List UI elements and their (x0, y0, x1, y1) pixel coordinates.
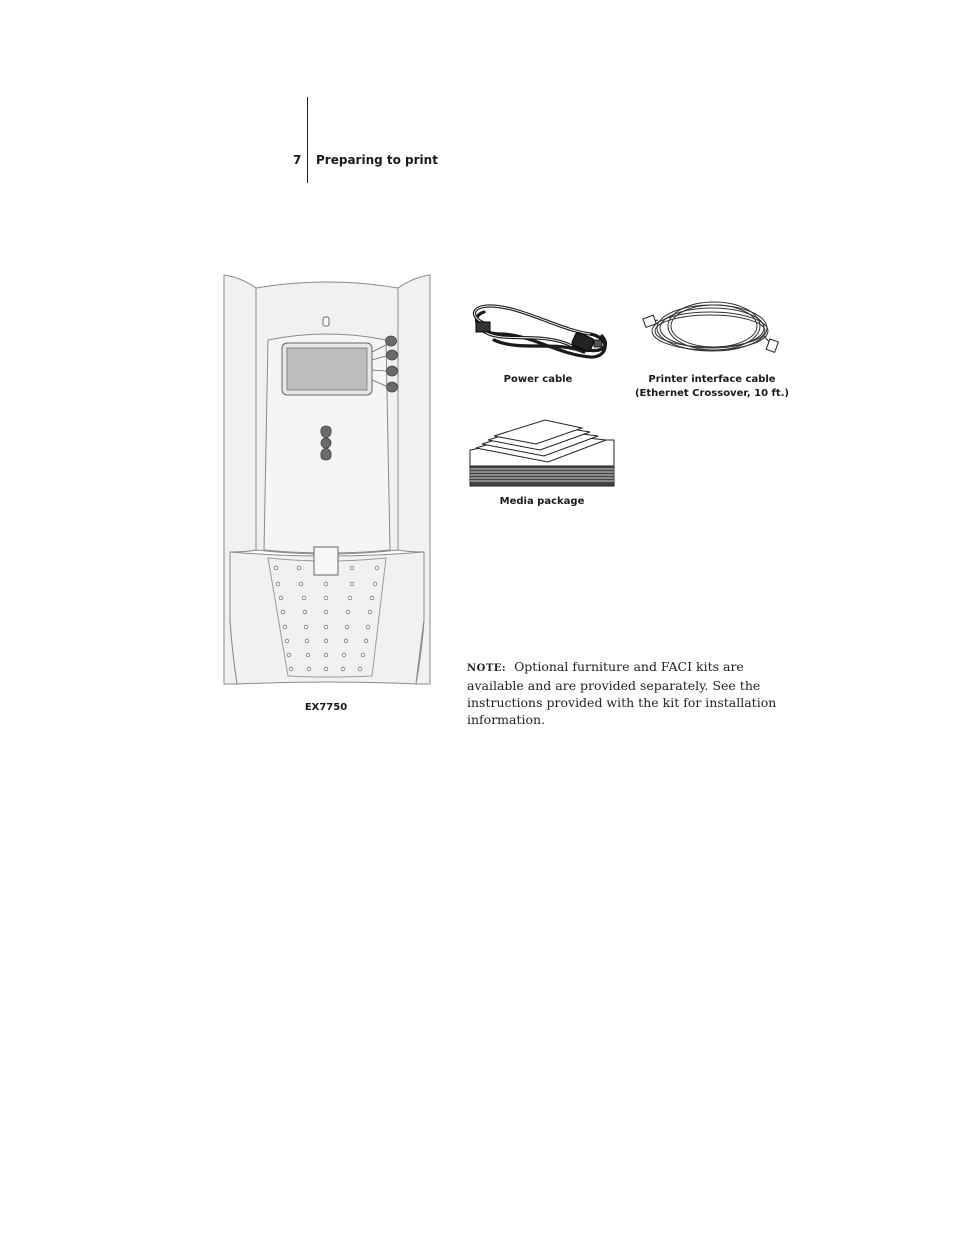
interface-cable-caption-line1: Printer interface cable (648, 374, 776, 385)
power-cable-caption: Power cable (503, 374, 573, 385)
server-caption: EX7750 (304, 702, 348, 713)
interface-cable-caption-line2: (Ethernet Crossover, 10 ft.) (634, 388, 790, 399)
note-label: NOTE: (467, 663, 507, 674)
running-head-title: Preparing to print (316, 153, 438, 167)
note-paragraph (467, 658, 787, 728)
page-number: 7 (293, 153, 302, 167)
media-package-caption: Media package (499, 496, 585, 507)
note-text: Optional furniture and FACI kits are available and are provided separately. See the instructions provided with the kit for installation information. (467, 659, 777, 727)
